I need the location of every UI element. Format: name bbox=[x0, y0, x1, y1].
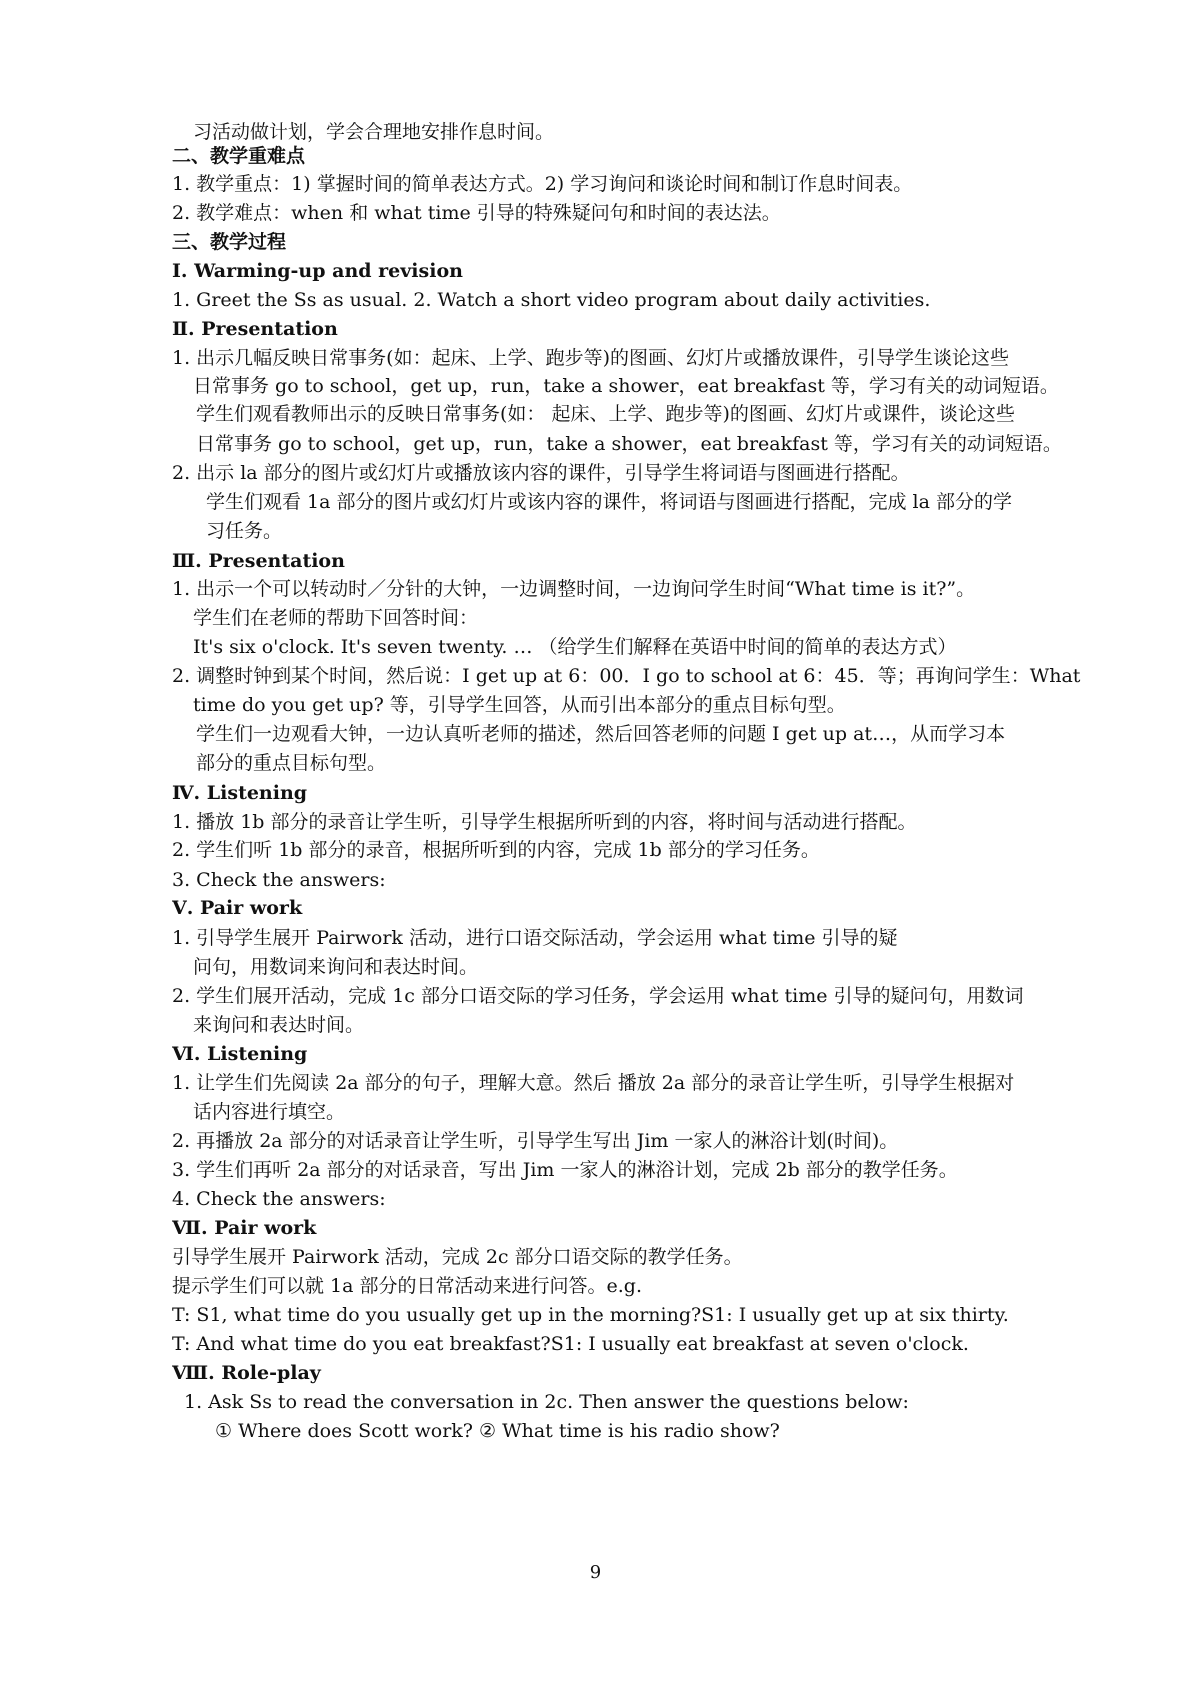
step-heading: Ⅷ. Role-play bbox=[172, 1362, 321, 1384]
text-line: 2. 再播放 2a 部分的对话录音让学生听，引导学生写出 Jim 一家人的淋浴计划(时间)。 bbox=[172, 1130, 899, 1152]
text-line: 1. 引导学生展开 Pairwork 活动，进行口语交际活动，学会运用 what time 引导的疑 bbox=[172, 927, 898, 949]
text-line: 学生们一边观看大钟，一边认真听老师的描述，然后回答老师的问题 I get up at…，从而学习本 bbox=[196, 723, 1006, 745]
text-line: 部分的重点目标句型。 bbox=[196, 752, 387, 774]
text-line: 1. Ask Ss to read the conversation in 2c. Then answer the questions below: bbox=[184, 1391, 909, 1413]
step-heading: Ⅱ. Presentation bbox=[172, 318, 338, 340]
text-line: 3. Check the answers: bbox=[172, 869, 386, 891]
text-line: 4. Check the answers: bbox=[172, 1188, 386, 1210]
step-heading: Ⅶ. Pair work bbox=[172, 1217, 317, 1239]
text-line: 2. 学生们听 1b 部分的录音，根据所听到的内容，完成 1b 部分的学习任务。 bbox=[172, 839, 820, 861]
text-line: 学生们在老师的帮助下回答时间： bbox=[193, 607, 479, 629]
step-heading: Ⅴ. Pair work bbox=[172, 897, 303, 919]
text-line: 1. Greet the Ss as usual. 2. Watch a short video program about daily activities. bbox=[172, 289, 931, 311]
text-line: 1. 出示几幅反映日常事务(如：起床、上学、跑步等)的图画、幻灯片或播放课件，引导学生谈论这些 bbox=[172, 347, 1009, 369]
step-heading: Ⅰ. Warming-up and revision bbox=[172, 260, 463, 282]
step-heading: Ⅲ. Presentation bbox=[172, 550, 345, 572]
text-line: 1. 出示一个可以转动时／分针的大钟，一边调整时间，一边询问学生时间“What time is it?”。 bbox=[172, 578, 976, 600]
text-line: ① Where does Scott work? ② What time is his radio show? bbox=[215, 1420, 780, 1442]
text-line: 1. 教学重点：1) 掌握时间的简单表达方式。2) 学习询问和谈论时间和制订作息时间表。 bbox=[172, 173, 913, 195]
text-line: 习任务。 bbox=[206, 520, 283, 542]
text-line: 2. 学生们展开活动，完成 1c 部分口语交际的学习任务，学会运用 what time 引导的疑问句，用数词 bbox=[172, 985, 1024, 1007]
text-line: 2. 调整时钟到某个时间，然后说：I get up at 6：00．I go to school at 6：45．等；再询问学生：What bbox=[172, 665, 1081, 687]
text-line: It's six o'clock. It's seven twenty. … （给学生们解释在英语中时间的简单的表达方式） bbox=[193, 636, 957, 658]
text-line: 提示学生们可以就 1a 部分的日常活动来进行问答。e.g. bbox=[172, 1275, 642, 1297]
text-line: 学生们观看 1a 部分的图片或幻灯片或该内容的课件，将词语与图画进行搭配，完成 la 部分的学 bbox=[206, 491, 1012, 513]
page-number: 9 bbox=[589, 1562, 602, 1583]
text-line: 话内容进行填空。 bbox=[193, 1101, 346, 1123]
text-line: 2. 教学难点：when 和 what time 引导的特殊疑问句和时间的表达法。 bbox=[172, 202, 781, 224]
text-line: 习活动做计划，学会合理地安排作息时间。 bbox=[193, 121, 555, 143]
text-line: 引导学生展开 Pairwork 活动，完成 2c 部分口语交际的教学任务。 bbox=[172, 1246, 743, 1268]
text-line: T: S1, what time do you usually get up in the morning?S1: I usually get up at six thirty. bbox=[172, 1304, 1009, 1326]
text-line: 1. 播放 1b 部分的录音让学生听，引导学生根据所听到的内容，将时间与活动进行搭配。 bbox=[172, 811, 917, 833]
text-line: 学生们观看教师出示的反映日常事务(如： 起床、上学、跑步等)的图画、幻灯片或课件，谈论这些 bbox=[196, 403, 1015, 425]
text-line: 2. 出示 la 部分的图片或幻灯片或播放该内容的课件，引导学生将词语与图画进行搭配。 bbox=[172, 462, 910, 484]
text-line: 3. 学生们再听 2a 部分的对话录音，写出 Jim 一家人的淋浴计划，完成 2b 部分的教学任务。 bbox=[172, 1159, 958, 1181]
step-heading: Ⅵ. Listening bbox=[172, 1043, 308, 1065]
step-heading: Ⅳ. Listening bbox=[172, 782, 308, 804]
text-line: 问句，用数词来询问和表达时间。 bbox=[193, 956, 479, 978]
text-line: 来询问和表达时间。 bbox=[193, 1014, 365, 1036]
text-line: 1. 让学生们先阅读 2a 部分的句子，理解大意。然后 播放 2a 部分的录音让学生听，引导学生根据对 bbox=[172, 1072, 1015, 1094]
text-line: 日常事务 go to school，get up，run，take a shower，eat breakfast 等，学习有关的动词短语。 bbox=[193, 375, 1059, 397]
section-heading: 二、教学重难点 bbox=[172, 145, 306, 167]
text-line: time do you get up? 等，引导学生回答，从而引出本部分的重点目标句型。 bbox=[193, 694, 846, 716]
section-heading: 三、教学过程 bbox=[172, 231, 287, 253]
text-line: T: And what time do you eat breakfast?S1: I usually eat breakfast at seven o'clock. bbox=[172, 1333, 969, 1355]
text-line: 日常事务 go to school，get up，run，take a shower，eat breakfast 等，学习有关的动词短语。 bbox=[196, 433, 1062, 455]
